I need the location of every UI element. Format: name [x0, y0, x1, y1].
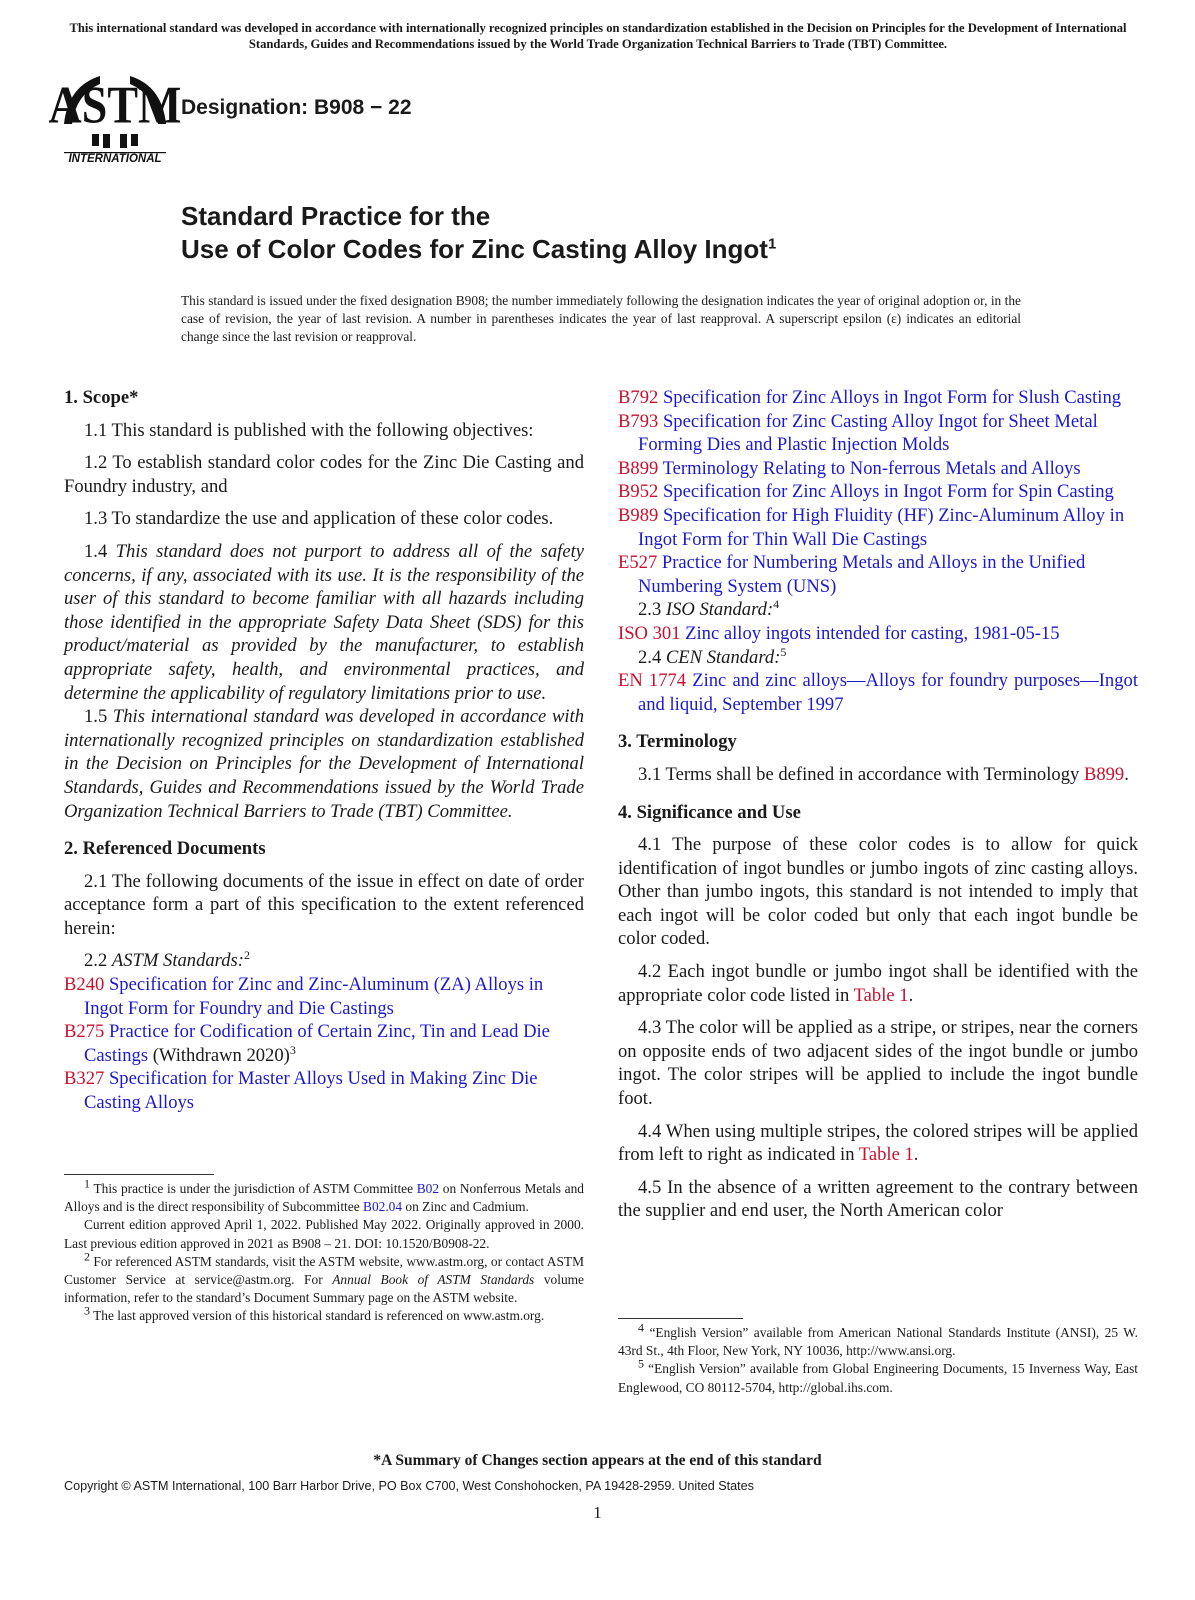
- ref-code[interactable]: EN 1774: [618, 670, 687, 692]
- fn-marker: 1: [84, 1176, 90, 1191]
- para-2-2-text: ASTM Standards:: [111, 950, 244, 972]
- para-1-5: [64, 705, 584, 823]
- para-1-1: 1.1 This standard is published with the following objectives:: [84, 419, 534, 441]
- copyright: Copyright © ASTM International, 100 Barr Harbor Drive, PO Box C700, West Conshohocken, PA 19428-2959. United States: [64, 1479, 754, 1493]
- ref-b240[interactable]: [64, 973, 584, 1020]
- para-3-1: [618, 763, 1138, 787]
- ref-b989[interactable]: [618, 504, 1138, 551]
- ref-code[interactable]: B899: [618, 457, 659, 479]
- ref-fn: 3: [289, 1042, 296, 1057]
- para-4-3: 4.3 The color will be applied as a stripe, or stripes, near the corners on opposite ends of two adjacent sides of the ingot bundle or jumbo ingot. The color stripes will be applied to include the ingot bundle foot.: [618, 1017, 1138, 1110]
- ref-code[interactable]: E527: [618, 552, 658, 574]
- ref-title[interactable]: Zinc and zinc alloys—Alloys for foundry purposes—Ingot and liquid, September 1997: [638, 670, 1138, 715]
- footnote-4: [618, 1320, 1138, 1360]
- para-4-5: 4.5 In the absence of a written agreement to the contrary between the supplier and end user, the North American color: [618, 1176, 1138, 1222]
- fn-text: on Nonferrous Metals and Alloys and is the direct responsibility of Subcommittee: [64, 1181, 584, 1215]
- footnotes-right: [618, 1320, 1138, 1397]
- ref-b793[interactable]: [618, 410, 1138, 457]
- section-2-heading: 2. Referenced Documents: [64, 838, 266, 860]
- para-3-1-end: .: [1124, 763, 1129, 785]
- footnote-2: [64, 1249, 584, 1308]
- para-4-2-text: 4.2 Each ingot bundle or jumbo ingot shall be identified with the appropriate color code listed in: [618, 961, 1138, 1006]
- para-2-4-text: CEN Standard:: [665, 646, 781, 668]
- logo-letters: ASTM: [48, 75, 182, 135]
- para-2-4-fn: 5: [780, 644, 787, 659]
- ref-b275[interactable]: [64, 1020, 584, 1067]
- page-title: [181, 200, 776, 266]
- para-2-3-fn: 4: [773, 597, 780, 612]
- right-column: [618, 386, 1138, 1223]
- para-2-1: 2.1 The following documents of the issue in effect on date of order acceptance form a part of this specification to the extent referenced herein:: [64, 870, 584, 939]
- ref-code[interactable]: B793: [618, 410, 659, 432]
- ref-b952[interactable]: [618, 480, 1138, 504]
- ref-code[interactable]: B275: [64, 1021, 105, 1043]
- para-3-1-text: 3.1 Terms shall be defined in accordance with Terminology: [638, 763, 1084, 785]
- ref-iso-301[interactable]: [618, 622, 1138, 646]
- ref-title[interactable]: Terminology Relating to Non-ferrous Metals and Alloys: [658, 457, 1081, 479]
- ref-title[interactable]: Specification for Zinc Alloys in Ingot Form for Spin Casting: [658, 481, 1114, 503]
- fn-marker: 5: [638, 1356, 644, 1371]
- ref-code[interactable]: B327: [64, 1068, 105, 1090]
- title-line-2: Use of Color Codes for Zinc Casting Alloy Ingot: [181, 234, 768, 264]
- fn-marker: 2: [84, 1249, 90, 1264]
- left-column: [64, 386, 584, 1115]
- astm-logo-icon: [48, 72, 182, 168]
- terminology-link[interactable]: B899: [1083, 763, 1125, 785]
- committee-link[interactable]: B02: [416, 1181, 440, 1196]
- ref-code[interactable]: ISO 301: [618, 622, 681, 644]
- ref-e527[interactable]: [618, 551, 1138, 598]
- ref-code[interactable]: B792: [618, 387, 659, 408]
- page-number: 1: [593, 1503, 602, 1522]
- ref-b792[interactable]: [618, 386, 1138, 410]
- para-1-4-text: This standard does not purport to address all of the safety concerns, if any, associated with its use. It is the responsibility of the user of this standard to become familiar with all hazards including those identified in the appropriate Safety Data Sheet (SDS) for this product/material as provided by the manufacturer, to establish appropriate safety, health, and environmental practices, and determine the applicability of regulatory limitations prior to use.: [64, 540, 584, 704]
- ref-code[interactable]: B240: [64, 974, 105, 996]
- ref-title[interactable]: Specification for Zinc Alloys in Ingot Form for Slush Casting: [658, 387, 1122, 408]
- para-1-3: 1.3 To standardize the use and application of these color codes.: [84, 508, 554, 530]
- ref-title[interactable]: Specification for Zinc Casting Alloy Ingot for Sheet Metal Forming Dies and Plastic Injection Molds: [638, 410, 1098, 456]
- footnotes-left: [64, 1176, 584, 1326]
- ref-code[interactable]: B989: [618, 504, 659, 526]
- table-1-link[interactable]: Table 1: [853, 984, 909, 1006]
- section-3-heading: 3. Terminology: [618, 731, 737, 753]
- title-footnote-marker: 1: [767, 235, 777, 253]
- para-2-3-num: 2.3: [638, 599, 666, 621]
- table-1-link[interactable]: Table 1: [858, 1144, 914, 1166]
- para-1-2: 1.2 To establish standard color codes for the Zinc Die Casting and Foundry industry, and: [64, 452, 584, 497]
- fn-text: The last approved version of this historical standard is referenced on www.astm.org.: [90, 1308, 545, 1324]
- issuance-note: This standard is issued under the fixed designation B908; the number immediately following the designation indicates the year of original adoption or, in the case of revision, the year of last revision. A number in parentheses indicates the year of last reapproval. A superscript epsilon (ε) indicates an editorial change since the last revision or reapproval.: [181, 293, 1021, 344]
- para-2-3-text: ISO Standard:: [665, 599, 774, 621]
- para-2-3: [618, 598, 1138, 622]
- ref-title[interactable]: Specification for High Fluidity (HF) Zinc-Aluminum Alloy in Ingot Form for Thin Wall Die Castings: [638, 504, 1125, 550]
- para-4-2: [618, 960, 1138, 1007]
- para-4-4: [618, 1120, 1138, 1167]
- footnote-divider-left: [64, 1174, 214, 1175]
- para-2-4-num: 2.4: [638, 646, 666, 668]
- para-1-4-num: 1.4: [84, 540, 116, 562]
- ref-note: (Withdrawn 2020): [148, 1044, 290, 1066]
- footnote-1-edition: Current edition approved April 1, 2022. Published May 2022. Originally approved in 2000. Last previous edition approved in 2021 as B908 – 21. DOI: 10.1520/B0908-22.: [64, 1217, 584, 1251]
- para-4-4-text: 4.4 When using multiple stripes, the colored stripes will be applied from left to right as indicated in: [618, 1120, 1138, 1166]
- ref-title[interactable]: Specification for Master Alloys Used in Making Zinc Die Casting Alloys: [84, 1068, 538, 1114]
- ref-b327[interactable]: [64, 1067, 584, 1114]
- ref-title[interactable]: Zinc alloy ingots intended for casting, 1981-05-15: [680, 622, 1060, 644]
- footnote-1: [64, 1176, 584, 1216]
- summary-of-changes-note: *A Summary of Changes section appears at the end of this standard: [373, 1452, 822, 1469]
- fn-marker: 3: [84, 1303, 90, 1318]
- para-1-5-num: 1.5: [84, 706, 113, 728]
- fn-text: For referenced ASTM standards, visit the ASTM website, www.astm.org, or contact ASTM Customer Service at service@astm.org. For: [64, 1253, 584, 1288]
- para-1-5-text: This international standard was developed in accordance with internationally recognized principles on standardization established in the Decision on Principles for the Development of International Standards, Guides and Recommendations issued by the World Trade Organization Technical Barriers to Trade (TBT) Committee.: [64, 706, 585, 822]
- para-4-1: 4.1 The purpose of these color codes is to allow for quick identification of ingot bundles or jumbo ingots of zinc casting alloys. Other than jumbo ingots, this standard is not intended to imply that each ingot will be color coded but only that each ingot bundle be color coded.: [618, 834, 1138, 950]
- para-2-2-num: 2.2: [84, 950, 112, 972]
- fn-marker: 4: [638, 1320, 644, 1335]
- fn-text: “English Version” available from American National Standards Institute (ANSI), 25 W. 43rd St., 4th Floor, New York, NY 10036, http://www.ansi.org.: [618, 1325, 1138, 1359]
- fn-text: This practice is under the jurisdiction of ASTM Committee: [90, 1181, 417, 1196]
- ref-code[interactable]: B952: [618, 481, 659, 503]
- title-line-1: Standard Practice for the: [181, 201, 491, 231]
- para-2-4: [618, 646, 1138, 670]
- para-4-2-end: .: [908, 984, 914, 1006]
- section-4-heading: 4. Significance and Use: [618, 801, 801, 823]
- tbt-notice: This international standard was developed in accordance with internationally recognized principles on standardization established in the Decision on Principles for the Development of International Standards, Guides and Recommendations issued by the World Trade Organization Technical Barriers to Trade (TBT) Committee.: [69, 21, 1127, 51]
- subcommittee-link[interactable]: B02.04: [363, 1199, 403, 1215]
- ref-b899[interactable]: [618, 457, 1138, 481]
- logo-text: INTERNATIONAL: [68, 153, 162, 165]
- ref-en-1774[interactable]: [618, 669, 1138, 716]
- section-1-heading: 1. Scope*: [64, 387, 139, 408]
- para-2-2: [64, 949, 584, 973]
- footnote-5: [618, 1356, 1138, 1396]
- para-4-4-end: .: [913, 1144, 919, 1166]
- footnote-3: [64, 1303, 584, 1325]
- fn-text: “English Version” available from Global Engineering Documents, 15 Inverness Way, East Englewood, CO 80112-5704, http://global.ihs.com.: [618, 1361, 1138, 1395]
- ref-title[interactable]: Practice for Codification of Certain Zinc, Tin and Lead Die Castings: [84, 1021, 550, 1066]
- designation: Designation: B908 − 22: [181, 96, 412, 119]
- para-1-4: [64, 540, 584, 705]
- ref-title[interactable]: Specification for Zinc and Zinc-Aluminum (ZA) Alloys in Ingot Form for Foundry and Die Castings: [84, 974, 544, 1019]
- fn-text: volume information, refer to the standard’s Document Summary page on the ASTM website.: [64, 1272, 584, 1306]
- ref-title[interactable]: Practice for Numbering Metals and Alloys in the Unified Numbering System (UNS): [638, 552, 1086, 597]
- fn-text: on Zinc and Cadmium.: [402, 1199, 529, 1215]
- footnote-divider-right: [618, 1318, 743, 1319]
- fn-text-italic: Annual Book of ASTM Standards: [332, 1272, 535, 1288]
- para-2-2-fn: 2: [243, 948, 250, 963]
